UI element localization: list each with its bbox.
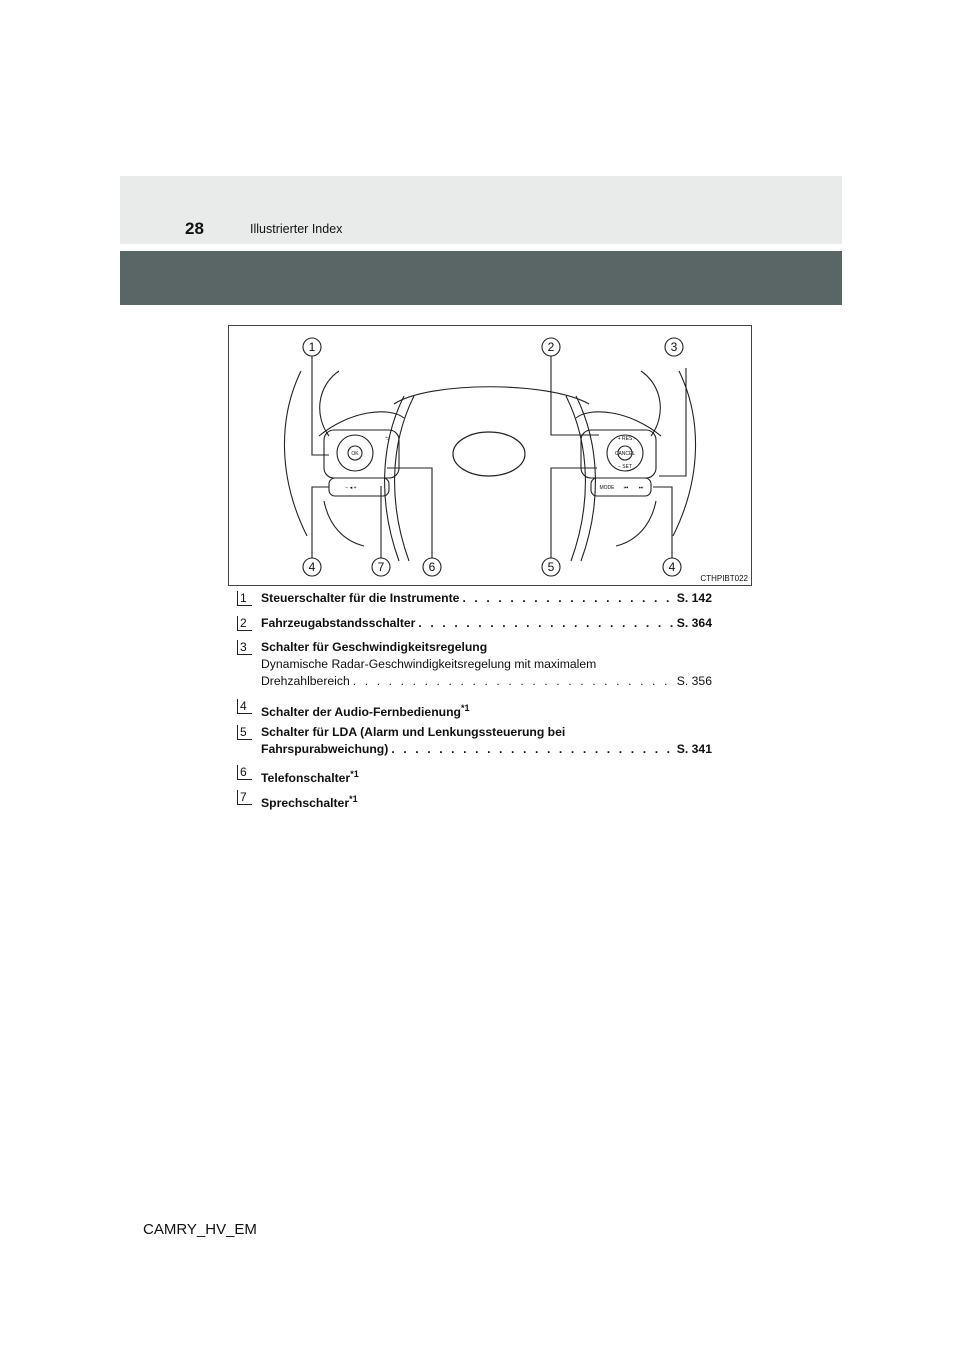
mode-label: MODE	[599, 485, 615, 491]
item-subtitle: Dynamische Radar-Geschwindigkeitsregelung mit maximalem	[261, 657, 597, 671]
prev-label: ⏮	[623, 485, 629, 491]
page-reference: S. 364	[676, 616, 712, 630]
item-subtitle-end: Drehzahlbereich	[261, 674, 350, 688]
res-label: + RES	[617, 436, 633, 442]
page-reference: S. 142	[676, 591, 712, 605]
next-label: ⏭	[638, 485, 644, 491]
footnote-marker: *1	[349, 794, 358, 804]
index-item-7	[237, 789, 727, 809]
item-number-box: 5	[237, 725, 252, 740]
item-title: Steuerschalter für die Instrumente	[261, 591, 460, 605]
rim-right-outer	[673, 371, 696, 536]
item-title: Schalter für LDA (Alarm und Lenkungssteuerung bei	[261, 725, 566, 739]
item-title: Schalter der Audio-Fernbedienung$^{*1}$	[261, 703, 470, 720]
back-label: ⮌	[384, 436, 390, 442]
item-leader-line	[261, 590, 712, 607]
item-title: Sprechschalter$^{*1}$	[261, 794, 358, 811]
index-item-1	[237, 590, 727, 608]
callout-4-right: 4	[668, 560, 676, 574]
emblem	[453, 432, 525, 476]
cancel-label: CANCEL	[614, 451, 636, 457]
rim-right-top	[641, 371, 660, 436]
page-reference: S. 341	[676, 742, 712, 756]
header-band	[120, 176, 842, 244]
item-number-box: 3	[237, 640, 252, 655]
leader-4-right	[653, 487, 672, 558]
dot-leader	[459, 590, 676, 607]
leader-4-left	[312, 487, 329, 558]
item-number-box: 6	[237, 765, 252, 780]
set-label: − SET	[617, 464, 633, 470]
leader-1	[312, 356, 329, 455]
ok-label: OK	[351, 451, 359, 457]
item-leader-line	[261, 741, 712, 758]
dot-leader	[350, 673, 677, 690]
hub-top	[394, 387, 589, 404]
dot-leader	[388, 741, 676, 758]
airbag-right-edge2	[566, 396, 585, 561]
callout-2: 2	[547, 340, 555, 354]
index-item-3	[237, 639, 727, 691]
item-number-box: 1	[237, 591, 252, 606]
dot-leader	[415, 615, 676, 632]
page-reference: S. 356	[676, 674, 712, 688]
index-item-4	[237, 698, 727, 718]
model-code-footer: CAMRY_HV_EM	[143, 1221, 257, 1238]
callout-7: 7	[377, 560, 385, 574]
left-spoke-bottom	[324, 501, 364, 546]
item-number-box: 4	[237, 699, 252, 714]
index-item-6	[237, 764, 727, 784]
rim-left-top	[320, 371, 339, 436]
callout-1: 1	[308, 340, 316, 354]
airbag-left-edge2	[395, 396, 414, 561]
item-number-box: 2	[237, 616, 252, 631]
callout-5: 5	[547, 560, 555, 574]
section-banner	[120, 251, 842, 305]
page-number: 28	[185, 219, 204, 238]
item-leader-line	[261, 615, 712, 632]
left-volume-pod	[329, 478, 389, 496]
right-spoke-top	[576, 412, 661, 436]
right-spoke-bottom	[616, 501, 656, 546]
leader-3	[659, 368, 686, 476]
footnote-marker: *1	[460, 703, 470, 713]
item-title: Fahrzeugabstandsschalter	[261, 616, 416, 630]
rim-left-outer	[284, 371, 307, 536]
item-number-box: 7	[237, 790, 252, 805]
index-item-5	[237, 724, 727, 760]
volume-label: − ◂ +	[345, 485, 357, 491]
leader-5	[551, 468, 597, 558]
callout-3: 3	[670, 340, 678, 354]
section-title: Illustrierter Index	[250, 222, 343, 236]
callout-6: 6	[428, 560, 436, 574]
callout-4-left: 4	[308, 560, 316, 574]
figure-code: CTHPIBT022	[700, 574, 748, 583]
item-title: Schalter für Geschwindigkeitsregelung	[261, 640, 488, 654]
leader-2	[551, 356, 599, 435]
item-leader-line	[261, 673, 712, 690]
footnote-marker: *1	[350, 769, 359, 779]
index-item-2	[237, 615, 727, 633]
item-title: Telefonschalter$^{*1}$	[261, 769, 359, 786]
left-spoke-top	[319, 412, 404, 436]
steering-wheel-illustration	[228, 325, 752, 586]
steering-wheel-drawing	[229, 326, 751, 585]
item-title-end: Fahrspurabweichung)	[261, 742, 389, 756]
